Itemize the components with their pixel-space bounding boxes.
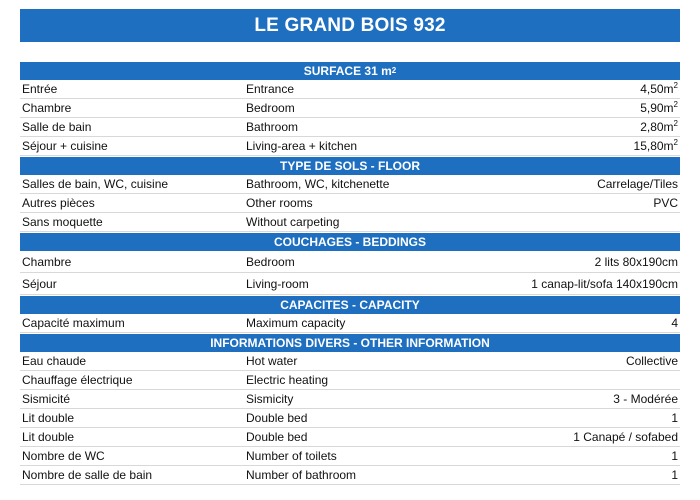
cell-value: 1 <box>671 411 678 425</box>
cell-fr: Capacité maximum <box>22 316 125 330</box>
cell-fr: Lit double <box>22 430 75 444</box>
table-row <box>20 175 680 194</box>
cell-value <box>476 139 680 153</box>
cell-en: Maximum capacity <box>246 316 346 330</box>
section-heading-capacity: CAPACITES - CAPACITY <box>20 295 680 314</box>
cell-fr: Séjour + cuisine <box>22 139 108 153</box>
section-heading-surface: SURFACE 31 m 2 <box>20 61 680 80</box>
cell-value: Collective <box>625 354 678 368</box>
info-table <box>20 61 680 485</box>
cell-value: 1 Canapé / sofabed <box>573 430 678 444</box>
cell-en: Living-room <box>246 276 309 291</box>
cell-en: Double bed <box>246 430 308 444</box>
value-text: 4,50m <box>640 82 674 96</box>
cell-fr: Eau chaude <box>22 354 87 368</box>
cell-value: 4 <box>671 316 678 330</box>
cell-value: PVC <box>653 196 678 210</box>
cell-value <box>476 120 680 134</box>
document-title: LE GRAND BOIS 932 <box>20 9 680 42</box>
table-row <box>20 466 680 485</box>
cell-en: Entrance <box>246 82 295 96</box>
cell-fr: Autres pièces <box>22 196 95 210</box>
cell-en: Bathroom <box>246 120 299 134</box>
table-row <box>20 194 680 213</box>
value-sup: 2 <box>673 100 678 109</box>
table-row <box>20 390 680 409</box>
cell-value: 2 lits 80x190cm <box>594 254 678 269</box>
cell-value: 1 <box>671 449 678 463</box>
value-text: 15,80m <box>633 139 674 153</box>
cell-fr: Nombre de WC <box>22 449 105 463</box>
cell-value: 3 - Modérée <box>613 392 678 406</box>
value-sup: 2 <box>673 81 678 90</box>
cell-fr: Entrée <box>22 82 58 96</box>
table-row <box>20 428 680 447</box>
table-row <box>20 99 680 118</box>
cell-en: Bedroom <box>246 101 295 115</box>
value-sup: 2 <box>673 119 678 128</box>
section-heading-text: SURFACE 31 m <box>303 64 392 78</box>
value-text: 2,80m <box>640 120 674 134</box>
table-row <box>20 314 680 333</box>
section-heading-beddings: COUCHAGES - BEDDINGS <box>20 232 680 251</box>
cell-en: Without carpeting <box>246 215 340 229</box>
cell-en: Bedroom <box>246 254 295 269</box>
table-row <box>20 352 680 371</box>
cell-fr: Sans moquette <box>22 215 103 229</box>
section-heading-other-information: INFORMATIONS DIVERS - OTHER INFORMATION <box>20 333 680 352</box>
cell-fr: Séjour <box>22 276 57 291</box>
value-text: 5,90m <box>640 101 674 115</box>
table-row <box>20 80 680 99</box>
cell-en: Number of toilets <box>246 449 337 463</box>
cell-value: 1 canap-lit/sofa 140x190cm <box>531 276 678 291</box>
table-row <box>20 409 680 428</box>
cell-fr: Chambre <box>22 254 72 269</box>
table-row <box>20 118 680 137</box>
table-row <box>20 251 680 273</box>
cell-fr: Nombre de salle de bain <box>22 468 153 482</box>
cell-value <box>476 82 680 96</box>
cell-fr: Sismicité <box>22 392 71 406</box>
cell-fr: Chambre <box>22 101 72 115</box>
table-row <box>20 273 680 295</box>
cell-en: Other rooms <box>246 196 313 210</box>
table-row <box>20 447 680 466</box>
cell-en: Hot water <box>246 354 298 368</box>
cell-en: Living-area + kitchen <box>246 139 358 153</box>
cell-fr: Lit double <box>22 411 75 425</box>
cell-en: Double bed <box>246 411 308 425</box>
table-row <box>20 213 680 232</box>
table-row <box>20 371 680 390</box>
section-heading-floor: TYPE DE SOLS - FLOOR <box>20 156 680 175</box>
cell-fr: Salle de bain <box>22 120 92 134</box>
cell-en: Electric heating <box>246 373 329 387</box>
cell-value: Carrelage/Tiles <box>597 177 678 191</box>
value-sup: 2 <box>673 138 678 147</box>
cell-en: Sismicity <box>246 392 294 406</box>
cell-en: Number of bathroom <box>246 468 357 482</box>
cell-en: Bathroom, WC, kitchenette <box>246 177 390 191</box>
cell-fr: Chauffage électrique <box>22 373 133 387</box>
table-row <box>20 137 680 156</box>
cell-value: 1 <box>671 468 678 482</box>
cell-value <box>476 101 680 115</box>
cell-fr: Salles de bain, WC, cuisine <box>22 177 169 191</box>
